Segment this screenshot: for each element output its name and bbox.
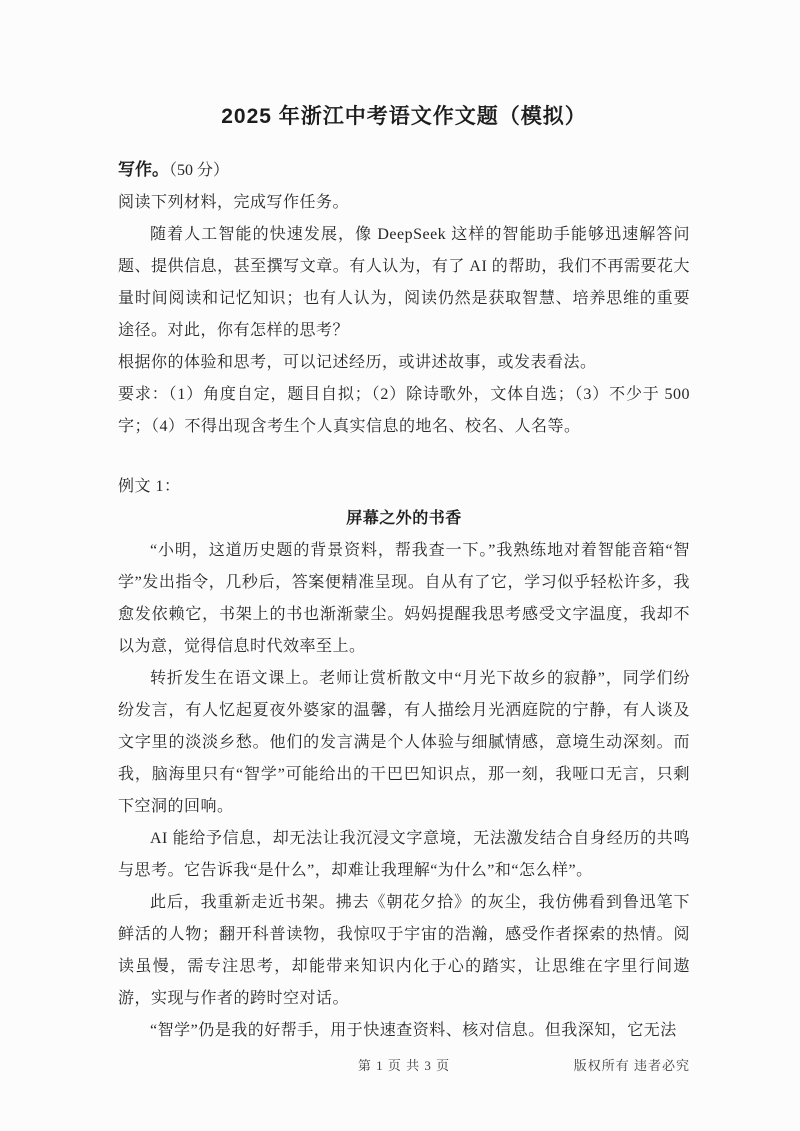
copyright-notice: 版权所有 违者必究: [573, 1058, 690, 1073]
page-number: 第 1 页 共 3 页: [357, 1058, 451, 1073]
example-essay-label: 例文 1：: [118, 478, 181, 495]
writing-section-heading: [118, 154, 690, 187]
section-score: （50 分）: [169, 162, 230, 179]
essay-paragraph: “小明，这道历史题的背景资料，帮我查一下。”我熟练地对着智能音箱“智学”发出指令，几秒后，答案便精准呈现。自从有了它，学习似乎轻松许多，我愈发依赖它，书架上的书也渐渐蒙尘。妈妈提醒我思考感受文字温度，我却不以为意，觉得信息时代效率至上。: [118, 542, 690, 655]
page-footer: [118, 1055, 690, 1073]
essay-paragraph: AI 能给予信息，却无法让我沉浸文字意境，无法激发结合自身经历的共鸣与思考。它告诉我“是什么”，却难让我理解“为什么”和“怎么样”。: [118, 830, 690, 879]
material-paragraph: 随着人工智能的快速发展，像 DeepSeek 这样的智能助手能够迅速解答问题、提供信息，甚至撰写文章。有人认为，有了 AI 的帮助，我们不再需要花大量时间阅读和记忆知识；也有人认为，阅读仍然是获取智慧、培养思维的重要途径。对此，你有怎样的思考？: [118, 226, 690, 339]
essay-paragraph: 转折发生在语文课上。老师让赏析散文中“月光下故乡的寂静”，同学们纷纷发言，有人忆起夏夜外婆家的温馨，有人描绘月光洒庭院的宁静，有人谈及文字里的淡淡乡愁。他们的发言满是个人体验与细腻情感，意境生动深刻。而我，脑海里只有“智学”可能给出的干巴巴知识点，那一刻，我哑口无言，只剩下空洞的回响。: [118, 670, 690, 815]
essay-paragraph: 此后，我重新走近书架。拂去《朝花夕拾》的灰尘，我仿佛看到鲁迅笔下鲜活的人物；翻开科普读物，我惊叹于宇宙的浩瀚，感受作者探索的热情。阅读虽慢，需专注思考，却能带来知识内化于心的踏实，让思维在字里行间遨游，实现与作者的跨时空对话。: [118, 894, 690, 1007]
document-title: 2025 年浙江中考语文作文题（模拟）: [221, 105, 587, 128]
essay-paragraph: “智学”仍是我的好帮手，用于快速查资料、核对信息。但我深知，它无法: [150, 1022, 677, 1039]
guidance-paragraph: 根据你的体验和思考，可以记述经历，或讲述故事，或发表看法。: [118, 354, 597, 371]
task-intro-text: 阅读下列材料，完成写作任务。: [118, 194, 350, 211]
requirements-paragraph: 要求：（1）角度自定，题目自拟；（2）除诗歌外，文体自选；（3）不少于 500 字；（4）不得出现含考生个人真实信息的地名、校名、人名等。: [118, 386, 690, 435]
essay-title: 屏幕之外的书香: [346, 510, 462, 527]
section-label: 写作。: [118, 160, 169, 179]
